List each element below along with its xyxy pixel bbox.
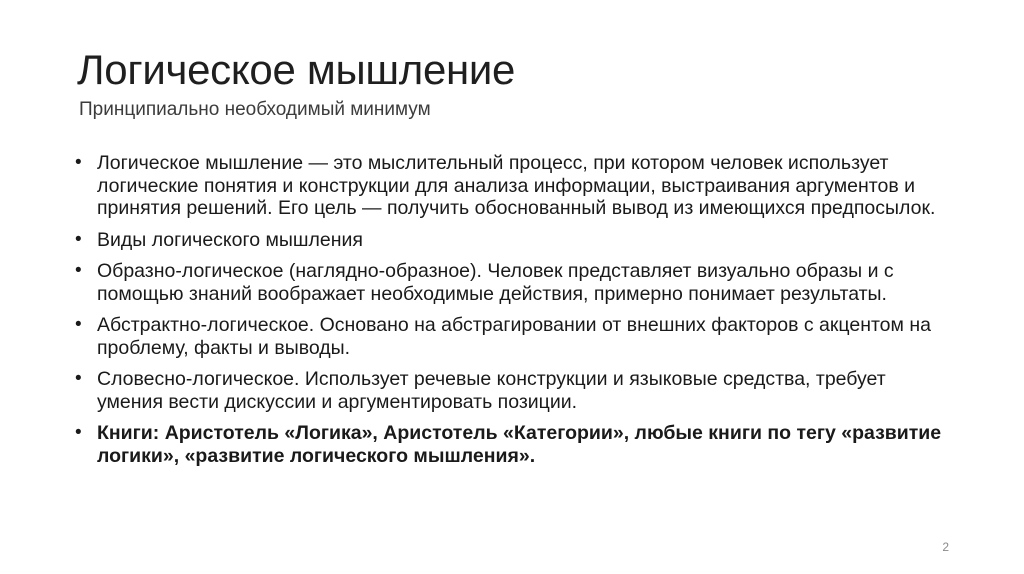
- bullet-text: Образно-логическое (наглядно-образное). Человек представляет визуально образы и с помощью знаний воображает необходимые действия, примерно понимает результаты.: [97, 260, 894, 305]
- bullet-item-figurative: [72, 260, 952, 305]
- bullet-text: Логическое мышление — это мыслительный процесс, при котором человек использует логические понятия и конструкции для анализа информации, выстраивания аргументов и принятия решений. Его цель — получить обоснованный вывод из имеющихся предпосылок.: [97, 152, 936, 219]
- slide-subtitle: Принципиально необходимый минимум: [79, 99, 431, 120]
- bullet-item-abstract: [72, 314, 952, 359]
- bullet-item-types: [72, 229, 952, 252]
- slide-title: Логическое мышление: [77, 46, 516, 93]
- bullet-dot-icon: •: [75, 228, 82, 250]
- bullet-list: [72, 152, 952, 476]
- bullet-dot-icon: •: [75, 422, 82, 443]
- bullet-dot-icon: •: [75, 368, 82, 389]
- bullet-dot-icon: •: [75, 314, 82, 335]
- bullet-text: Словесно-логическое. Использует речевые конструкции и языковые средства, требует умения вести дискуссии и аргументировать позиции.: [97, 368, 886, 413]
- bullet-dot-icon: •: [75, 260, 82, 281]
- bullet-item-books: [72, 422, 952, 467]
- bullet-text: Виды логического мышления: [97, 228, 363, 251]
- bullet-text: Абстрактно-логическое. Основано на абстрагировании от внешних факторов с акцентом на проблему, факты и выводы.: [97, 314, 931, 359]
- bullet-item-definition: [72, 152, 952, 220]
- bullet-dot-icon: •: [75, 152, 82, 173]
- bullet-text-bold: Книги: Аристотель «Логика», Аристотель «Категории», любые книги по тегу «развитие логики», «развитие логического мышления».: [97, 422, 942, 467]
- bullet-item-verbal: [72, 368, 952, 413]
- page-number: 2: [942, 540, 949, 554]
